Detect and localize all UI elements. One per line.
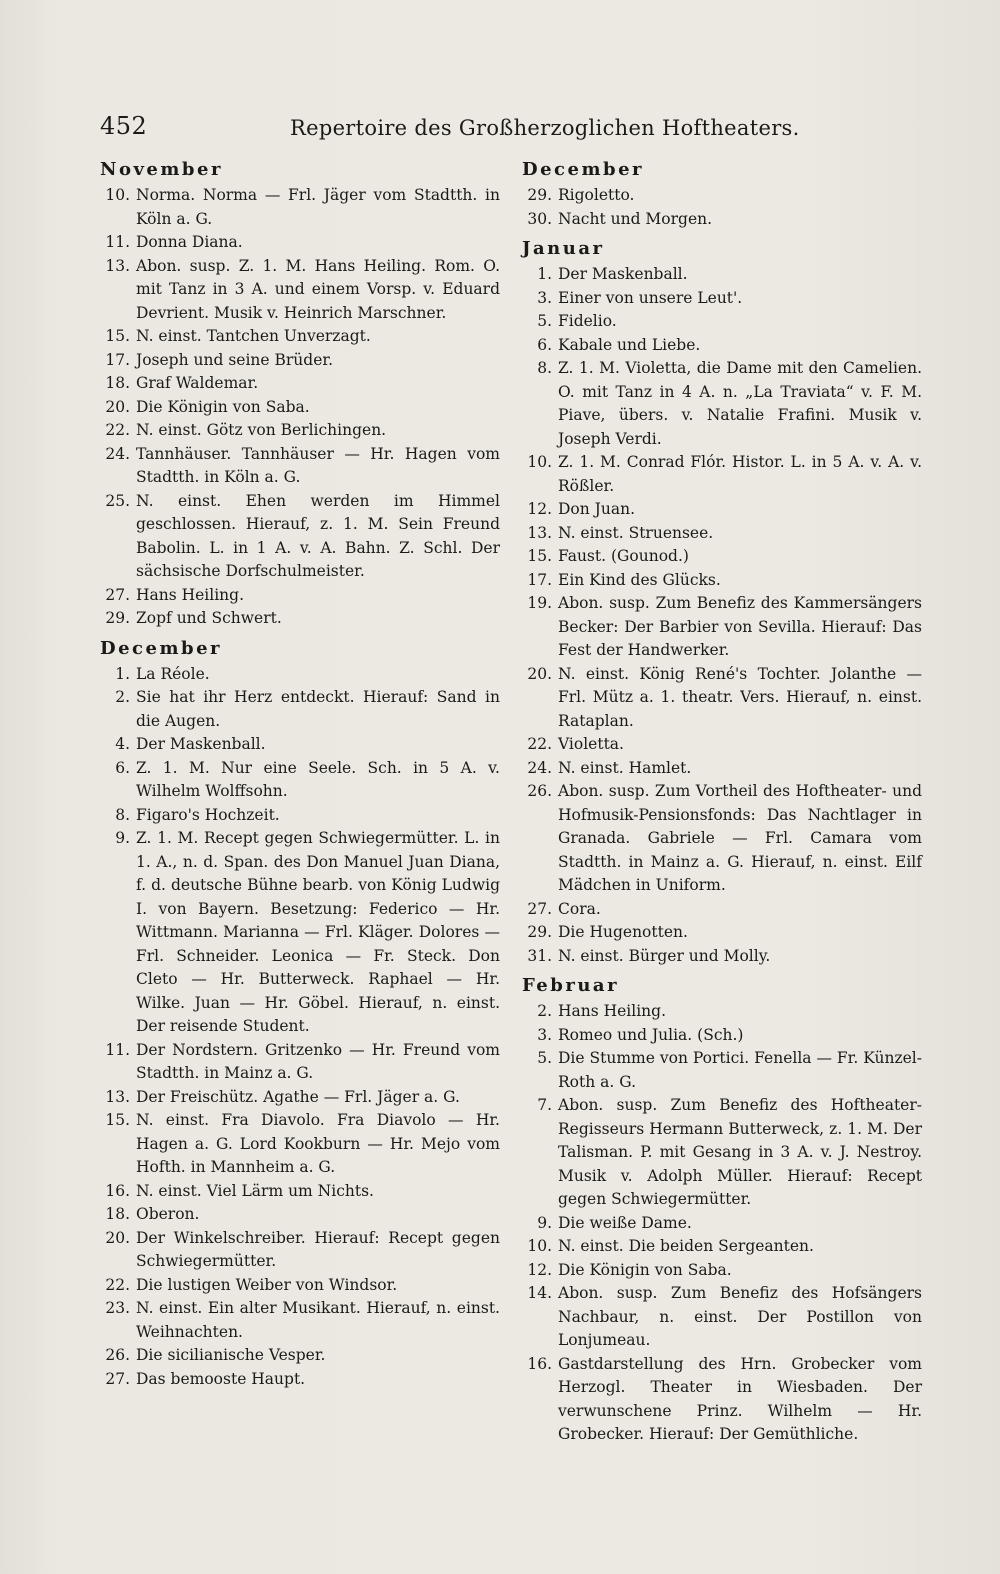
entry-day: 25. — [105, 491, 130, 510]
repertoire-entry — [100, 663, 500, 687]
entry-day: 11. — [105, 233, 130, 251]
entry-day: 17. — [527, 570, 552, 589]
entry-text: La Réole. — [136, 664, 210, 683]
entry-text: Rigoletto. — [558, 186, 635, 204]
entry-day: 6. — [115, 758, 130, 777]
entry-day: 17. — [105, 350, 130, 369]
repertoire-entry — [100, 372, 500, 396]
repertoire-entry — [100, 804, 500, 828]
entry-day: 1. — [115, 664, 130, 683]
entry-day: 24. — [105, 444, 130, 463]
entry-text: Faust. (Gounod.) — [558, 547, 689, 565]
entry-text: Abon. susp. Zum Benefiz des Kammersängers Becker: Der Barbier von Sevilla. Hierauf: Das Fest der Handwerker. — [558, 594, 922, 659]
entry-day: 22. — [527, 735, 552, 753]
entry-day: 13. — [105, 256, 130, 275]
repertoire-entry — [100, 231, 500, 255]
entry-text: Z. 1. M. Recept gegen Schwiegermütter. L. in 1. A., n. d. Span. des Don Manuel Juan Diana, f. d. deutsche Bühne bearb. von König Ludwig I. von Bayern. Besetzung: Federico — Hr. Wittmann. Marianna — Frl. Kläger. Dolores — Frl. Schneider. Leonica — Fr. Steck. Don Cleto — Hr. Butterweck. Raphael — Hr. Wilke. Juan — Hr. Göbel. Hierauf, n. einst. Der reisende Student. — [136, 829, 500, 1035]
entry-text: Sie hat ihr Herz entdeckt. Hierauf: Sand in die Augen. — [136, 688, 500, 730]
entry-text: Hans Heiling. — [558, 1002, 667, 1020]
entry-text: Z. 1. M. Violetta, die Dame mit den Camelien. O. mit Tanz in 4 A. n. „La Traviata“ v. F. M. Piave, übers. v. Natalie Frafini. Musik v. Joseph Verdi. — [558, 359, 922, 448]
entry-text: N. einst. König René's Tochter. Jolanthe — Frl. Mütz a. 1. theatr. Vers. Hierauf, n. einst. Rataplan. — [558, 664, 922, 730]
entry-text: Abon. susp. Z. 1. M. Hans Heiling. Rom. O. mit Tanz in 3 A. und einem Vorsp. v. Eduard Devrient. Musik v. Heinrich Marschner. — [136, 256, 500, 322]
entry-day: 3. — [537, 288, 552, 307]
entry-day: 18. — [105, 1205, 130, 1223]
repertoire-entry — [100, 827, 500, 1039]
entry-text: Die weiße Dame. — [558, 1213, 692, 1232]
repertoire-entry — [100, 443, 500, 490]
entry-text: Einer von unsere Leut'. — [558, 288, 743, 307]
entry-text: Die Hugenotten. — [558, 923, 688, 941]
entry-text: Die Königin von Saba. — [136, 397, 310, 416]
entry-text: Die Königin von Saba. — [558, 1260, 732, 1279]
repertoire-entry — [100, 1203, 500, 1227]
entry-text: Figaro's Hochzeit. — [136, 805, 280, 824]
repertoire-entry — [100, 1180, 500, 1204]
entry-day: 27. — [105, 1369, 130, 1388]
entry-text: Graf Waldemar. — [136, 374, 259, 392]
running-title: Repertoire des Großherzoglichen Hoftheaters. — [290, 116, 800, 140]
repertoire-entry — [522, 1094, 922, 1212]
repertoire-entry — [100, 1274, 500, 1298]
entry-day: 14. — [527, 1284, 552, 1302]
month-heading: December — [522, 159, 645, 180]
entry-text: Joseph und seine Brüder. — [136, 350, 333, 369]
repertoire-entry — [522, 1235, 922, 1259]
entry-text: Oberon. — [136, 1205, 200, 1223]
repertoire-entry — [100, 490, 500, 584]
repertoire-entry — [522, 757, 922, 781]
entry-day: 5. — [537, 1049, 552, 1067]
repertoire-entry — [522, 310, 922, 334]
repertoire-entry — [522, 921, 922, 945]
entry-day: 15. — [105, 327, 130, 345]
repertoire-entry — [522, 1047, 922, 1094]
repertoire-entry — [100, 757, 500, 804]
entry-text: Cora. — [558, 899, 601, 918]
repertoire-entry — [522, 451, 922, 498]
entry-text: N. einst. Die beiden Sergeanten. — [558, 1237, 814, 1255]
entry-text: Gastdarstellung des Hrn. Grobecker vom Herzogl. Theater in Wiesbaden. Der verwunschene Prinz. Wilhelm — Hr. Grobecker. Hierauf: Der Gemüthliche. — [558, 1354, 922, 1443]
repertoire-entry — [100, 733, 500, 757]
repertoire-entry — [522, 1259, 922, 1283]
entry-day: 12. — [527, 500, 552, 518]
entry-day: 13. — [527, 523, 552, 542]
repertoire-entry — [100, 325, 500, 349]
entry-day: 13. — [105, 1087, 130, 1106]
entry-text: N. einst. Fra Diavolo. Fra Diavolo — Hr. Hagen a. G. Lord Kookburn — Hr. Mejo vom Hofth. in Mannheim a. G. — [136, 1111, 500, 1176]
repertoire-entry — [522, 498, 922, 522]
month-heading: December — [100, 637, 223, 659]
repertoire-entry — [522, 780, 922, 898]
repertoire-entry — [522, 569, 922, 593]
entry-day: 2. — [537, 1002, 552, 1020]
entry-text: N. einst. Bürger und Molly. — [558, 946, 771, 965]
repertoire-entry — [100, 1109, 500, 1180]
entry-day: 9. — [115, 829, 130, 847]
entry-text: Don Juan. — [558, 500, 636, 518]
entry-day: 9. — [537, 1213, 552, 1232]
entry-text: Romeo und Julia. (Sch.) — [558, 1025, 744, 1044]
repertoire-entry — [100, 584, 500, 608]
repertoire-entry — [522, 733, 922, 757]
entry-text: N. einst. Viel Lärm um Nichts. — [136, 1181, 374, 1200]
month-heading: November — [100, 159, 223, 180]
entry-text: Z. 1. M. Conrad Flór. Histor. L. in 5 A. v. A. v. Rößler. — [558, 453, 922, 495]
entry-day: 11. — [105, 1040, 130, 1059]
entry-day: 20. — [105, 1228, 130, 1247]
entry-text: Tannhäuser. Tannhäuser — Hr. Hagen vom Stadtth. in Köln a. G. — [136, 444, 500, 486]
repertoire-entry — [100, 686, 500, 733]
repertoire-entry — [522, 898, 922, 922]
entry-day: 26. — [527, 782, 552, 800]
repertoire-entry — [522, 1000, 922, 1024]
repertoire-entry — [100, 419, 500, 443]
entry-day: 31. — [527, 946, 552, 965]
entry-day: 5. — [537, 312, 552, 330]
entry-day: 20. — [527, 664, 552, 683]
month-heading: Januar — [522, 238, 605, 259]
entry-text: N. einst. Tantchen Unverzagt. — [136, 327, 371, 345]
repertoire-entry — [522, 334, 922, 358]
entry-text: Zopf und Schwert. — [136, 609, 282, 627]
entry-day: 15. — [105, 1111, 130, 1129]
entry-text: Die Stumme von Portici. Fenella — Fr. Künzel-Roth a. G. — [558, 1049, 922, 1091]
entry-text: N. einst. Ehen werden im Himmel geschlossen. Hierauf, z. 1. M. Sein Freund Babolin. L. in 1 A. v. A. Bahn. Z. Schl. Der sächsische Dorfschulmeister. — [136, 491, 500, 580]
entry-day: 10. — [527, 1237, 552, 1255]
entry-day: 3. — [537, 1025, 552, 1044]
entry-text: Abon. susp. Zum Benefiz des Hoftheater-Regisseurs Hermann Butterweck, z. 1. M. Der Talisman. P. mit Gesang in 3 A. v. J. Nestroy. Musik v. Adolph Müller. Hierauf: Recept gegen Schwiegermütter. — [558, 1096, 922, 1208]
entry-day: 20. — [105, 397, 130, 416]
repertoire-entry — [522, 1282, 922, 1353]
entry-text: Nacht und Morgen. — [558, 209, 713, 228]
repertoire-entry — [100, 255, 500, 326]
entry-day: 16. — [527, 1354, 552, 1373]
entry-day: 19. — [527, 594, 552, 612]
repertoire-entry — [100, 607, 500, 631]
entry-day: 18. — [105, 374, 130, 392]
repertoire-entry — [100, 1368, 500, 1392]
entry-day: 24. — [527, 758, 552, 777]
entry-day: 6. — [537, 335, 552, 354]
repertoire-entry — [522, 287, 922, 311]
entry-day: 4. — [115, 735, 130, 753]
repertoire-entry — [522, 208, 922, 232]
repertoire-entry — [522, 592, 922, 663]
entry-day: 10. — [527, 453, 552, 471]
repertoire-entry — [522, 1353, 922, 1447]
repertoire-entry — [522, 357, 922, 451]
entry-text: Der Maskenball. — [136, 735, 266, 753]
entry-day: 16. — [105, 1181, 130, 1200]
repertoire-entry — [522, 1024, 922, 1048]
repertoire-entry — [100, 1039, 500, 1086]
entry-text: Das bemooste Haupt. — [136, 1369, 306, 1388]
repertoire-entry — [100, 1086, 500, 1110]
repertoire-entry — [100, 396, 500, 420]
entry-text: Die lustigen Weiber von Windsor. — [136, 1275, 398, 1294]
entry-day: 27. — [105, 585, 130, 604]
repertoire-entry — [100, 1297, 500, 1344]
entry-text: N. einst. Struensee. — [558, 523, 714, 542]
entry-text: Die sicilianische Vesper. — [136, 1346, 326, 1364]
entry-day: 10. — [105, 186, 130, 204]
entry-day: 12. — [527, 1260, 552, 1279]
entry-day: 7. — [537, 1096, 552, 1114]
entry-text: Der Winkelschreiber. Hierauf: Recept gegen Schwiegermütter. — [136, 1228, 500, 1270]
right-column — [522, 160, 922, 1447]
entry-text: Der Maskenball. — [558, 265, 688, 283]
entry-day: 30. — [527, 209, 552, 228]
page-number: 452 — [100, 112, 148, 140]
entry-text: N. einst. Hamlet. — [558, 758, 692, 777]
repertoire-entry — [522, 522, 922, 546]
entry-day: 22. — [105, 421, 130, 439]
entry-text: Donna Diana. — [136, 233, 243, 251]
entry-day: 15. — [527, 547, 552, 565]
entry-day: 2. — [115, 688, 130, 706]
entry-text: Hans Heiling. — [136, 585, 245, 604]
repertoire-entry — [100, 349, 500, 373]
entry-text: Kabale und Liebe. — [558, 335, 701, 354]
entry-day: 23. — [105, 1299, 130, 1317]
entry-day: 29. — [527, 186, 552, 204]
entry-text: Z. 1. M. Nur eine Seele. Sch. in 5 A. v. Wilhelm Wolffsohn. — [136, 758, 500, 800]
repertoire-entry — [522, 263, 922, 287]
entry-day: 26. — [105, 1346, 130, 1364]
repertoire-entry — [522, 663, 922, 734]
repertoire-entry — [522, 945, 922, 969]
entry-text: Ein Kind des Glücks. — [558, 570, 721, 589]
entry-text: Der Nordstern. Gritzenko — Hr. Freund vom Stadtth. in Mainz a. G. — [136, 1040, 500, 1082]
left-column — [100, 160, 500, 1391]
entry-text: N. einst. Ein alter Musikant. Hierauf, n. einst. Weihnachten. — [136, 1299, 500, 1341]
entry-text: Abon. susp. Zum Benefiz des Hofsängers Nachbaur, n. einst. Der Postillon von Lonjumeau. — [558, 1284, 922, 1349]
entry-text: Fidelio. — [558, 312, 617, 330]
entry-text: Der Freischütz. Agathe — Frl. Jäger a. G. — [136, 1087, 460, 1106]
page-header — [100, 112, 912, 144]
entry-day: 8. — [537, 359, 552, 377]
entry-text: N. einst. Götz von Berlichingen. — [136, 421, 387, 439]
entry-day: 29. — [527, 923, 552, 941]
entry-text: Violetta. — [558, 735, 624, 753]
repertoire-entry — [522, 184, 922, 208]
entry-day: 29. — [105, 609, 130, 627]
entry-day: 8. — [115, 805, 130, 824]
repertoire-entry — [522, 1212, 922, 1236]
entry-day: 1. — [537, 265, 552, 283]
entry-text: Abon. susp. Zum Vortheil des Hoftheater- und Hofmusik-Pensionsfonds: Das Nachtlager in Granada. Gabriele — Frl. Camara vom Stadtth. in Mainz a. G. Hierauf, n. einst. Eilf Mädchen in Uniform. — [558, 782, 922, 894]
month-heading: Februar — [522, 975, 620, 996]
repertoire-entry — [522, 545, 922, 569]
repertoire-entry — [100, 1344, 500, 1368]
entry-text: Norma. Norma — Frl. Jäger vom Stadtth. in Köln a. G. — [136, 186, 500, 228]
entry-day: 22. — [105, 1275, 130, 1294]
repertoire-entry — [100, 184, 500, 231]
entry-day: 27. — [527, 899, 552, 918]
repertoire-entry — [100, 1227, 500, 1274]
